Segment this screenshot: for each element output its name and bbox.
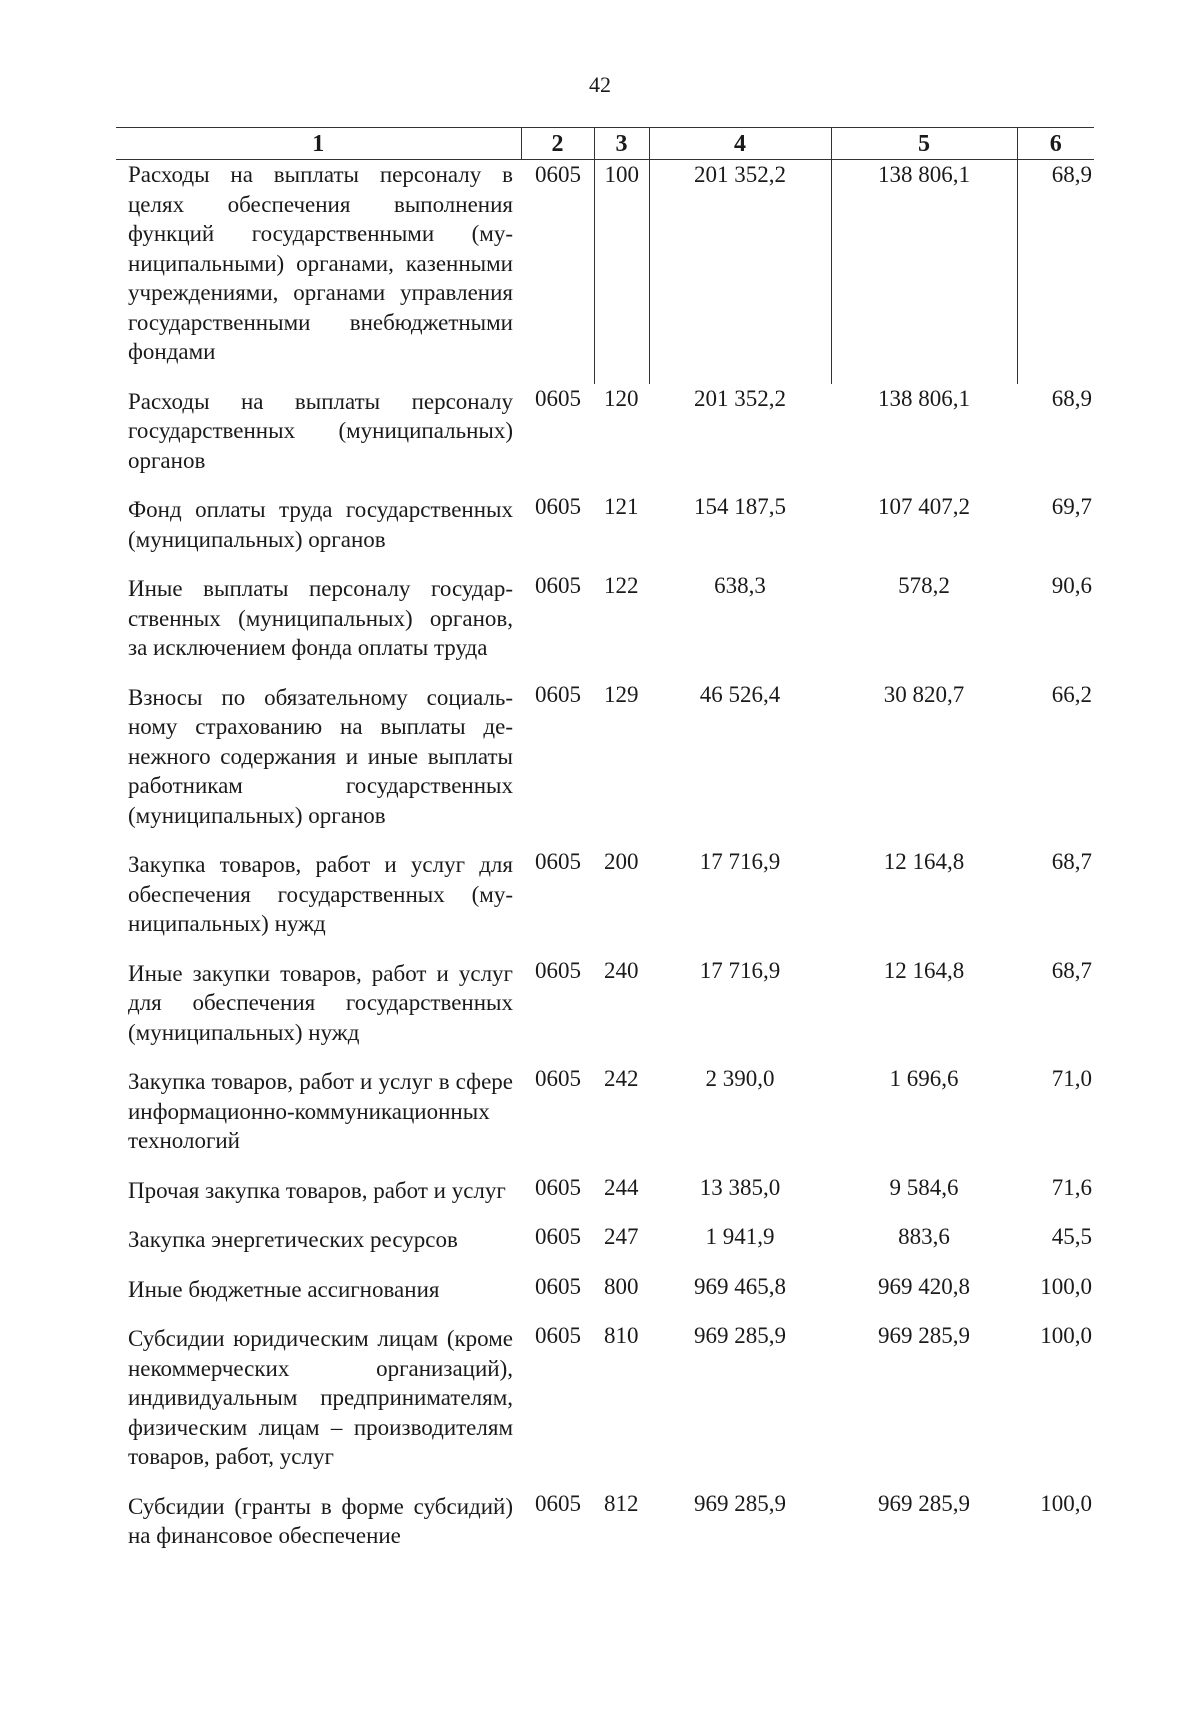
row-plan: 969 465,8	[694, 1273, 786, 1299]
table-row	[116, 847, 1094, 956]
row-fact: 30 820,7	[883, 681, 965, 707]
row-code: 0605	[535, 385, 581, 411]
row-fact: 969 420,8	[878, 1273, 970, 1299]
row-name: Закупка товаров, работ и услуг в сфере информационно-коммуникационных технологий	[128, 1069, 513, 1153]
table-row	[116, 1272, 1094, 1322]
row-pct: 100,0	[1040, 1273, 1092, 1299]
row-kvr: 121	[604, 494, 639, 519]
row-name: Закупка энергетических ресурсов	[128, 1227, 458, 1252]
row-kvr: 800	[604, 1273, 639, 1299]
row-kvr: 244	[604, 1174, 639, 1200]
row-code: 0605	[535, 681, 581, 707]
row-plan: 2 390,0	[705, 1066, 775, 1091]
header-col-6: 6	[1017, 128, 1094, 160]
row-pct: 100,0	[1040, 1490, 1092, 1516]
table-row	[116, 680, 1094, 848]
header-col-2: 2	[521, 128, 594, 160]
row-fact: 138 806,1	[831, 160, 1017, 384]
row-code: 0605	[535, 1066, 581, 1091]
budget-table	[116, 127, 1094, 1568]
row-pct: 68,7	[1051, 957, 1092, 983]
row-fact: 107 407,2	[878, 494, 970, 519]
row-plan: 17 716,9	[699, 957, 781, 983]
row-kvr: 122	[604, 573, 639, 598]
row-code: 0605	[535, 1490, 581, 1516]
row-name: Расходы на выплаты персоналу государственных (муниципальных) органов	[128, 388, 513, 473]
row-code: 0605	[535, 957, 581, 983]
row-pct: 100,0	[1040, 1323, 1092, 1348]
row-pct: 71,0	[1051, 1066, 1092, 1091]
row-pct: 90,6	[1051, 573, 1092, 598]
header-col-4: 4	[649, 128, 831, 160]
row-fact: 9 584,6	[889, 1174, 959, 1200]
table-row	[116, 492, 1094, 571]
row-name: Субсидии (гранты в форме субсидий) на финансовое обеспечение	[128, 1493, 513, 1548]
row-pct: 68,9	[1051, 385, 1092, 411]
row-kvr: 247	[604, 1224, 639, 1249]
page-number: 42	[589, 72, 611, 97]
row-code: 0605	[535, 1174, 581, 1200]
row-kvr: 100	[594, 160, 649, 384]
row-kvr: 240	[604, 957, 639, 983]
row-pct: 66,2	[1051, 681, 1092, 707]
row-plan: 13 385,0	[699, 1174, 781, 1200]
table-row	[116, 1222, 1094, 1272]
row-code: 0605	[535, 1224, 581, 1249]
row-fact: 969 285,9	[878, 1490, 970, 1516]
table-body	[116, 160, 1094, 1568]
header-col-3: 3	[594, 128, 649, 160]
header-col-1: 1	[116, 128, 521, 160]
row-pct: 68,7	[1051, 849, 1092, 874]
row-plan: 201 352,2	[649, 160, 831, 384]
row-fact: 12 164,8	[883, 849, 965, 874]
table-row	[116, 571, 1094, 680]
row-code: 0605	[535, 1273, 581, 1299]
row-plan: 638,3	[714, 573, 766, 598]
row-pct: 45,5	[1051, 1224, 1092, 1249]
row-name: Иные выплаты персоналу государственных (муниципальных) органов, за исключением фонда оплаты труда	[128, 576, 513, 660]
row-kvr: 200	[604, 849, 639, 874]
row-plan: 969 285,9	[694, 1323, 786, 1348]
row-code: 0605	[535, 162, 581, 187]
table-row	[116, 956, 1094, 1065]
row-plan: 1 941,9	[705, 1224, 775, 1249]
row-kvr: 810	[604, 1323, 639, 1348]
row-name: Фонд оплаты труда государственных (муниципальных) органов	[128, 497, 513, 552]
table-header	[116, 128, 1094, 160]
table-row	[116, 1064, 1094, 1173]
row-name: Иные закупки товаров, работ и услуг для обеспечения государственных (муниципальных) нужд	[128, 960, 513, 1045]
row-name: Закупка товаров, работ и услуг для обеспечения государственных (муниципальных) нужд	[128, 852, 513, 936]
row-fact: 12 164,8	[883, 957, 965, 983]
row-pct: 71,6	[1051, 1174, 1092, 1200]
header-col-5: 5	[831, 128, 1017, 160]
row-name: Иные бюджетные ассигнования	[128, 1276, 440, 1302]
row-fact: 1 696,6	[889, 1066, 959, 1091]
row-pct: 69,7	[1051, 494, 1092, 519]
row-code: 0605	[535, 494, 581, 519]
header-row	[116, 128, 1094, 160]
row-plan: 154 187,5	[694, 494, 786, 519]
row-plan: 969 285,9	[694, 1490, 786, 1516]
table-row	[116, 384, 1094, 493]
row-plan: 46 526,4	[699, 681, 781, 707]
table-row	[116, 160, 1094, 384]
row-name: Расходы на выплаты персоналу в целях обеспечения выполнения функций государственными (муниципальными) органами, казенными учреждениями, органами управления государственными внебюджетными фондами	[128, 162, 513, 364]
row-fact: 578,2	[898, 573, 950, 598]
row-plan: 17 716,9	[699, 849, 781, 874]
row-code: 0605	[535, 1323, 581, 1348]
table-row	[116, 1321, 1094, 1489]
table-row	[116, 1173, 1094, 1223]
row-code: 0605	[535, 849, 581, 874]
row-fact: 883,6	[898, 1224, 950, 1249]
row-name: Взносы по обязательному социальному страхованию на выплаты денежного содержания и иные выплаты работникам государственных (муниципальных) органов	[128, 684, 513, 828]
row-fact: 969 285,9	[878, 1323, 970, 1348]
row-pct: 68,9	[1017, 160, 1094, 384]
row-kvr: 120	[604, 385, 639, 411]
table-row	[116, 1489, 1094, 1568]
row-kvr: 242	[604, 1066, 639, 1091]
row-fact: 138 806,1	[878, 385, 970, 411]
row-kvr: 812	[604, 1490, 639, 1516]
row-name: Субсидии юридическим лицам (кроме некоммерческих организаций), индивидуальным предпринимателям, физическим лицам – производителям товаров, работ, услуг	[128, 1326, 513, 1469]
row-plan: 201 352,2	[694, 385, 786, 411]
row-name: Прочая закупка товаров, работ и услуг	[128, 1177, 506, 1203]
row-kvr: 129	[604, 681, 639, 707]
row-code: 0605	[535, 573, 581, 598]
